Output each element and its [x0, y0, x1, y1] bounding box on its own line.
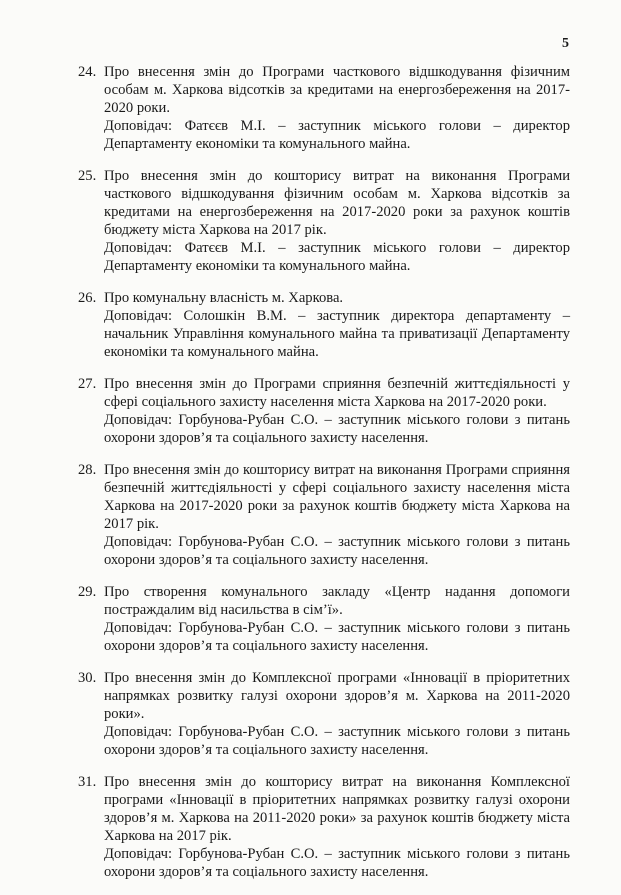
item-speaker: Доповідач: Горбунова-Рубан С.О. – заступник міського голови з питань охорони здоров’я та соціального захисту населення.: [104, 620, 570, 654]
agenda-item: [78, 167, 570, 275]
item-number: 27.: [78, 376, 97, 392]
item-body: [104, 289, 570, 361]
item-number: 25.: [78, 168, 97, 184]
item-title: Про комунальну власність м. Харкова.: [104, 290, 344, 306]
item-body: [104, 375, 570, 447]
item-body: [104, 583, 570, 655]
agenda-list: [78, 63, 570, 895]
agenda-item: [78, 289, 570, 361]
item-body: [104, 773, 570, 881]
page-number: 5: [562, 36, 569, 51]
item-number: 30.: [78, 670, 97, 686]
item-number: 28.: [78, 462, 97, 478]
item-speaker: Доповідач: Горбунова-Рубан С.О. – заступник міського голови з питань охорони здоров’я та соціального захисту населення.: [104, 724, 570, 758]
agenda-item: [78, 375, 570, 447]
item-speaker: Доповідач: Горбунова-Рубан С.О. – заступник міського голови з питань охорони здоров’я та соціального захисту населення.: [104, 412, 570, 446]
item-title: Про внесення змін до Програми часткового відшкодування фізичним особам м. Харкова відсотків за кредитами на енергозбереження на 2017-2020 роки.: [104, 64, 570, 116]
agenda-item: [78, 583, 570, 655]
item-title: Про внесення змін до кошторису витрат на виконання Програми сприяння безпечній життєдіяльності у сфері соціального захисту населення міста Харкова на 2017-2020 роки за рахунок коштів бюджету міста Харкова на 2017 рік.: [104, 462, 570, 532]
item-body: [104, 63, 570, 153]
item-body: [104, 669, 570, 759]
item-number: 26.: [78, 290, 97, 306]
item-speaker: Доповідач: Фатєєв М.І. – заступник міського голови – директор Департаменту економіки та комунального майна.: [104, 118, 570, 152]
item-body: [104, 167, 570, 275]
item-speaker: Доповідач: Горбунова-Рубан С.О. – заступник міського голови з питань охорони здоров’я та соціального захисту населення.: [104, 846, 570, 880]
item-number: 29.: [78, 584, 97, 600]
item-number: 24.: [78, 64, 97, 80]
agenda-item: [78, 461, 570, 569]
item-speaker: Доповідач: Фатєєв М.І. – заступник міського голови – директор Департаменту економіки та комунального майна.: [104, 240, 570, 274]
item-body: [104, 461, 570, 569]
agenda-item: [78, 773, 570, 881]
item-title: Про внесення змін до кошторису витрат на виконання Комплексної програми «Інновації в пріоритетних напрямках розвитку галузі охорони здоров’я м. Харкова на 2011-2020 роки» за рахунок коштів бюджету міста Харкова на 2017 рік.: [104, 774, 570, 844]
item-title: Про внесення змін до Комплексної програми «Інновації в пріоритетних напрямках розвитку галузі охорони здоров’я м. Харкова на 2011-2020 роки».: [104, 670, 570, 722]
agenda-item: [78, 63, 570, 153]
agenda-item: [78, 669, 570, 759]
item-title: Про внесення змін до Програми сприяння безпечній життєдіяльності у сфері соціального захисту населення міста Харкова на 2017-2020 роки.: [104, 376, 570, 410]
item-number: 31.: [78, 774, 97, 790]
item-title: Про внесення змін до кошторису витрат на виконання Програми часткового відшкодування фізичним особам м. Харкова відсотків за кредитами на енергозбереження на 2017-2020 роки за рахунок коштів бюджету міста Харкова на 2017 рік.: [104, 168, 570, 238]
item-speaker: Доповідач: Солошкін В.М. – заступник директора департаменту – начальник Управління комунального майна та приватизації Департаменту економіки та комунального майна.: [104, 308, 570, 360]
item-title: Про створення комунального закладу «Центр надання допомоги постраждалим від насильства в сім’ї».: [104, 584, 570, 618]
item-speaker: Доповідач: Горбунова-Рубан С.О. – заступник міського голови з питань охорони здоров’я та соціального захисту населення.: [104, 534, 570, 568]
